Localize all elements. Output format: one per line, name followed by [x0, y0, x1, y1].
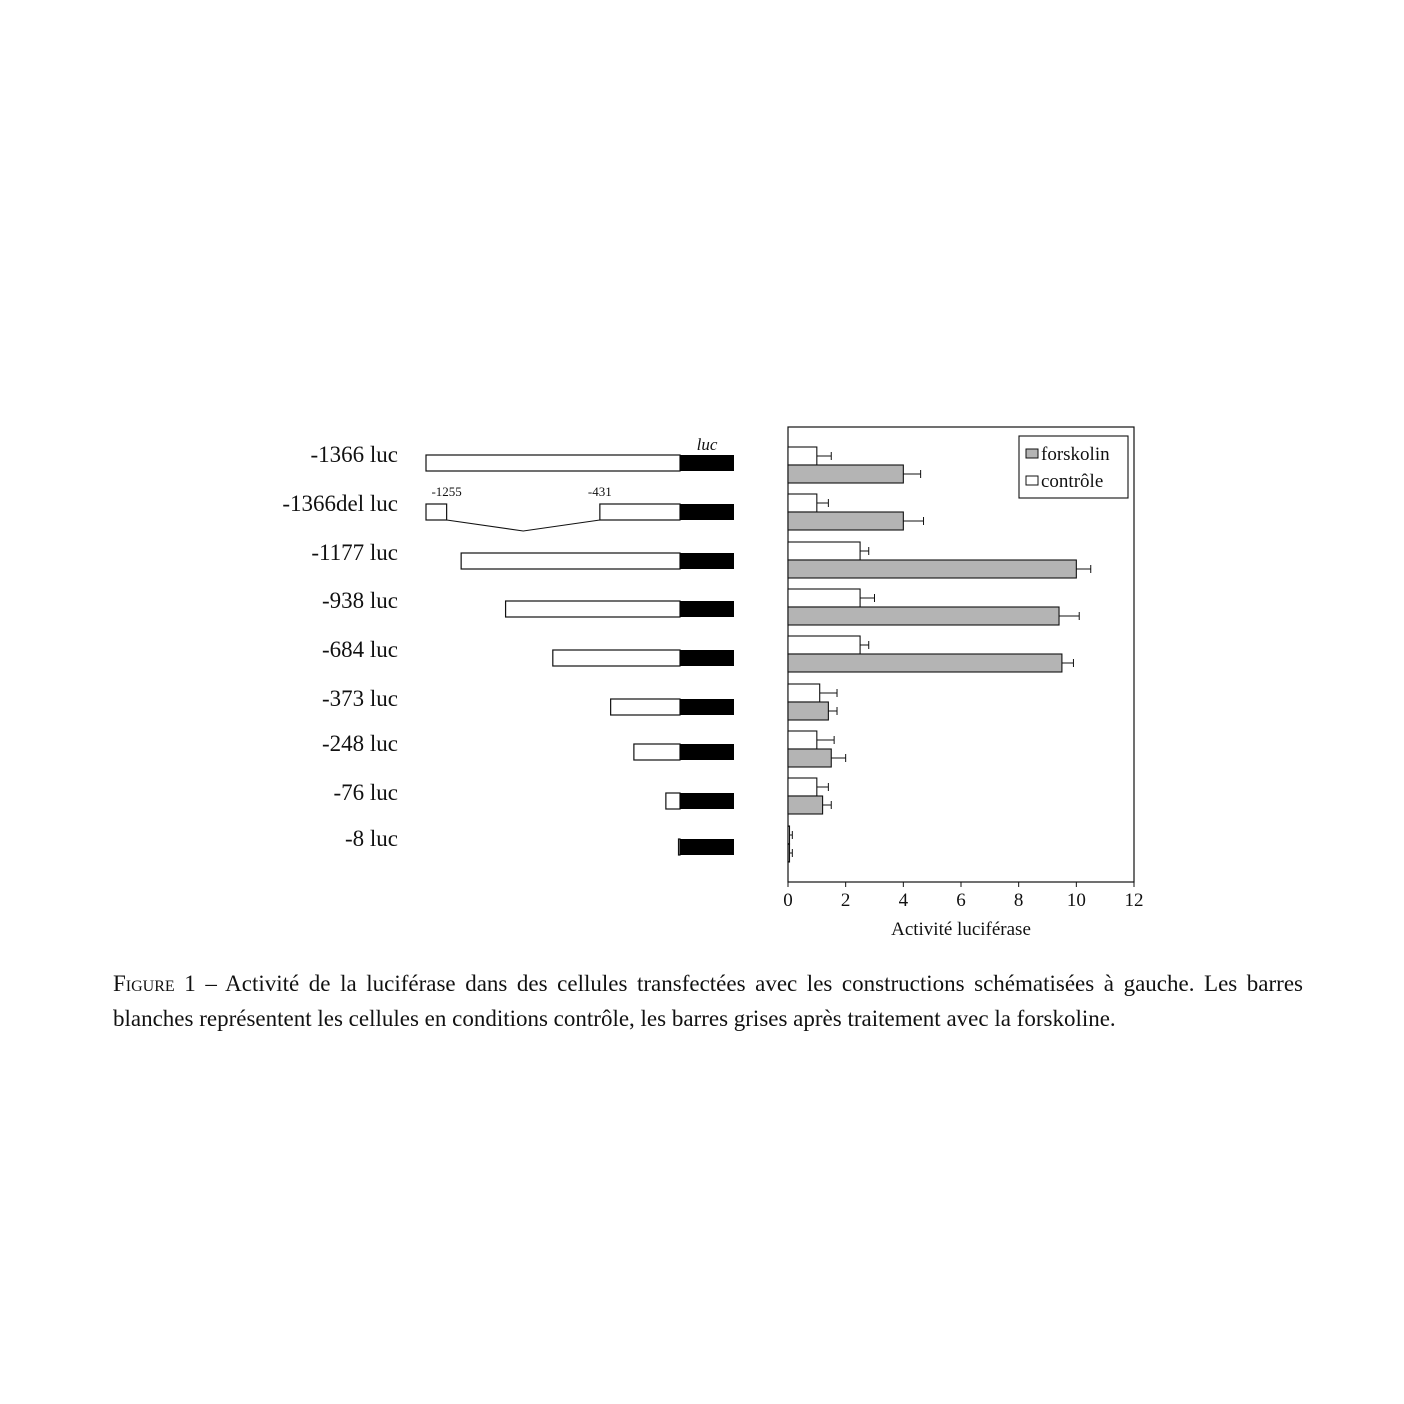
construct-label: -1177 luc — [311, 540, 398, 565]
bar-forskolin — [788, 607, 1059, 625]
construct-label: -8 luc — [344, 826, 398, 851]
bar-forskolin — [788, 796, 823, 814]
construct-label: -938 luc — [321, 588, 398, 613]
x-tick-label: 0 — [783, 890, 793, 911]
promoter-segment — [553, 650, 680, 666]
construct-label: -248 luc — [321, 731, 398, 756]
caption-text: – Activité de la luciférase dans des cellules transfectées avec les constructions schématisées à gauche. Les barres blanches représentent les cellules en conditions contrôle, les barres grises après traitement avec la forskoline. — [113, 971, 1303, 1031]
promoter-segment — [426, 504, 447, 520]
luc-segment — [680, 793, 734, 809]
promoter-segment — [611, 699, 680, 715]
legend-swatch — [1026, 449, 1038, 458]
bar-control — [788, 731, 817, 749]
luc-segment — [680, 744, 734, 760]
construct-label: -1366 luc — [310, 442, 398, 467]
bar-control — [788, 542, 860, 560]
x-axis-title: Activité luciférase — [891, 919, 1031, 940]
bar-forskolin — [788, 512, 903, 530]
x-tick-label: 8 — [1013, 890, 1024, 911]
promoter-segment — [461, 553, 680, 569]
promoter-segment — [600, 504, 680, 520]
promoter-segment — [506, 601, 680, 617]
deletion-start-label: -1255 — [431, 484, 462, 499]
bar-control — [788, 494, 817, 512]
x-tick-label: 10 — [1066, 890, 1086, 911]
x-tick-label: 4 — [898, 890, 909, 911]
bar-control — [788, 447, 817, 465]
promoter-segment — [426, 455, 680, 471]
x-tick-label: 2 — [840, 890, 851, 911]
caption-figure-label: Figure 1 — [113, 971, 196, 996]
luc-segment — [680, 601, 734, 617]
construct-schematic — [282, 435, 734, 855]
luc-segment — [680, 650, 734, 666]
luc-segment — [680, 699, 734, 715]
bar-forskolin — [788, 702, 828, 720]
luc-segment — [680, 553, 734, 569]
bar-forskolin — [788, 844, 790, 862]
luciferase-bar-chart — [783, 427, 1143, 940]
promoter-segment — [679, 839, 680, 855]
bar-control — [788, 684, 820, 702]
luc-segment — [680, 455, 734, 471]
bar-forskolin — [788, 654, 1062, 672]
luc-segment — [680, 839, 734, 855]
construct-label: -373 luc — [321, 686, 398, 711]
legend-label: contrôle — [1041, 471, 1104, 492]
x-tick-label: 6 — [956, 890, 966, 911]
x-tick-label: 12 — [1124, 890, 1144, 911]
bar-control — [788, 636, 860, 654]
figure-caption — [113, 966, 1303, 1036]
construct-label: -76 luc — [333, 780, 398, 805]
bar-control — [788, 826, 790, 844]
construct-label: -684 luc — [321, 637, 398, 662]
bar-forskolin — [788, 465, 903, 483]
deletion-line — [447, 520, 600, 531]
bar-forskolin — [788, 749, 831, 767]
bar-control — [788, 589, 860, 607]
luc-segment — [680, 504, 734, 520]
legend-swatch — [1026, 476, 1038, 485]
deletion-end-label: -431 — [587, 484, 612, 499]
bar-forskolin — [788, 560, 1076, 578]
promoter-segment — [634, 744, 680, 760]
promoter-segment — [666, 793, 680, 809]
legend-label: forskolin — [1041, 444, 1110, 465]
luc-gene-label: luc — [696, 435, 718, 454]
bar-control — [788, 778, 817, 796]
construct-label: -1366del luc — [282, 491, 398, 516]
